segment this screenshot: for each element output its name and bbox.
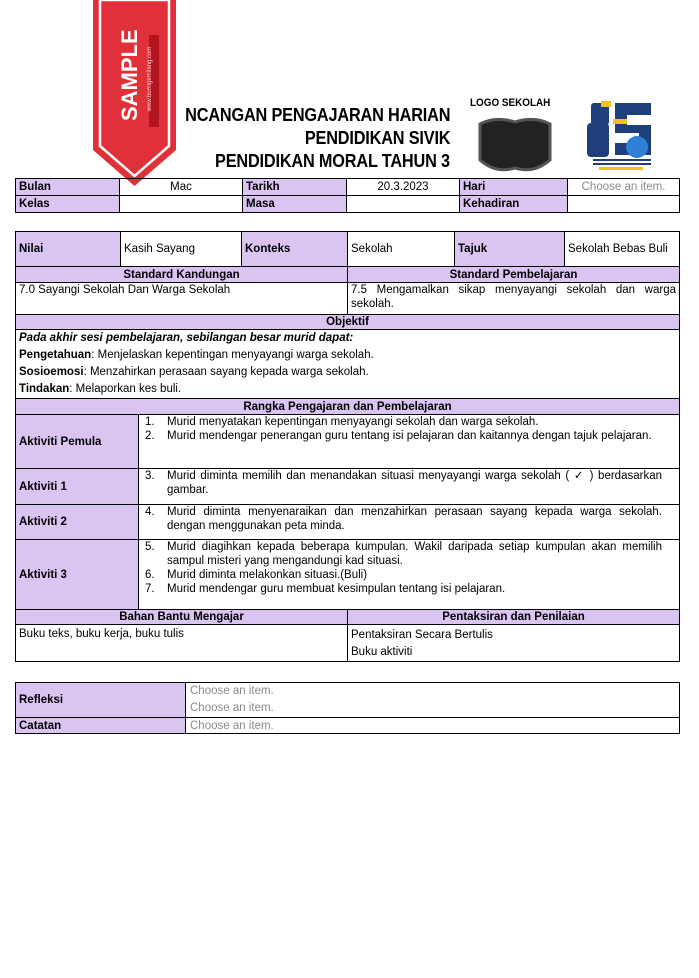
- kehadiran-label: Kehadiran: [460, 196, 568, 213]
- aktiviti-pemula-label: Aktiviti Pemula: [16, 415, 139, 469]
- tarikh-label: Tarikh: [243, 179, 347, 196]
- aktiviti-2-label: Aktiviti 2: [16, 505, 139, 540]
- nilai-label: Nilai: [16, 232, 121, 267]
- standard-pembelajaran-value: 7.5 Mengamalkan sikap menyayangi sekolah dan warga sekolah.: [348, 283, 680, 315]
- ministry-logo: [585, 97, 657, 180]
- hari-label: Hari: [460, 179, 568, 196]
- bbm-value: Buku teks, buku kerja, buku tulis: [16, 625, 348, 662]
- tindakan-value: : Melaporkan kes buli.: [69, 383, 182, 395]
- nilai-value: Kasih Sayang: [121, 232, 242, 267]
- aktiviti-1-steps: [139, 469, 680, 505]
- list-item: 6. Murid diminta melakonkan situasi.(Buli): [145, 569, 368, 581]
- kelas-label: Kelas: [16, 196, 120, 213]
- objektif-header: Objektif: [16, 315, 680, 330]
- bbm-header: Bahan Bantu Mengajar: [16, 610, 348, 625]
- list-item: 7. Murid mendengar guru membuat kesimpulan tentang isi pelajaran.: [145, 583, 506, 595]
- catatan-dropdown[interactable]: Choose an item.: [186, 718, 680, 734]
- aktiviti-1-label: Aktiviti 1: [16, 469, 139, 505]
- main-table: [15, 231, 680, 662]
- aktiviti-3-steps: [139, 540, 680, 610]
- bulan-label: Bulan: [16, 179, 120, 196]
- refleksi-dropdowns: [186, 683, 680, 718]
- konteks-label: Konteks: [242, 232, 348, 267]
- refleksi-label: Refleksi: [16, 683, 186, 718]
- kelas-value[interactable]: [120, 196, 243, 213]
- pentaksiran-header: Pentaksiran dan Penilaian: [348, 610, 680, 625]
- tindakan-label: Tindakan: [19, 383, 70, 395]
- rangka-header: Rangka Pengajaran dan Pembelajaran: [16, 399, 680, 415]
- pengetahuan-value: : Menjelaskan kepentingan menyayangi warga sekolah.: [91, 349, 374, 361]
- tajuk-label: Tajuk: [455, 232, 565, 267]
- refleksi-dropdown-2[interactable]: Choose an item.: [190, 702, 274, 714]
- standard-kandungan-header: Standard Kandungan: [16, 267, 348, 283]
- sosioemosi-value: : Menzahirkan perasaan sayang kepada warga sekolah.: [83, 366, 369, 378]
- standard-kandungan-value: 7.0 Sayangi Sekolah Dan Warga Sekolah: [16, 283, 348, 315]
- pengetahuan-label: Pengetahuan: [19, 349, 92, 361]
- aktiviti-pemula-steps: [139, 415, 680, 469]
- sosioemosi-label: Sosioemosi: [19, 366, 84, 378]
- aktiviti-2-steps: [139, 505, 680, 540]
- title-line-1: NCANGAN PENGAJARAN HARIAN: [184, 104, 450, 125]
- title-line-3: PENDIDIKAN MORAL TAHUN 3: [215, 150, 450, 171]
- list-item: 3. Murid diminta memilih dan menandakan situasi menyayangi warga sekolah ( ✓ ) berdasarkan gambar.: [145, 470, 662, 496]
- tarikh-value[interactable]: 20.3.2023: [347, 179, 460, 196]
- footer-table: [15, 682, 680, 734]
- list-item: 2. Murid mendengar penerangan guru tentang isi pelajaran dan kaitannya dengan tajuk pelajaran.: [145, 430, 652, 442]
- info-table: [15, 178, 680, 213]
- tajuk-value: Sekolah Bebas Buli: [565, 232, 680, 267]
- school-logo-shield: [476, 116, 554, 179]
- refleksi-dropdown-1[interactable]: Choose an item.: [190, 685, 274, 697]
- list-item: 5. Murid diagihkan kepada beberapa kumpulan. Wakil daripada setiap kumpulan akan memilih sampul misteri yang mengandungi kad situasi.: [145, 541, 662, 567]
- sample-text: SAMPLE: [117, 29, 142, 121]
- logo-label: LOGO SEKOLAH: [470, 97, 551, 109]
- standard-pembelajaran-header: Standard Pembelajaran: [348, 267, 680, 283]
- masa-label: Masa: [243, 196, 347, 213]
- objektif-intro: Pada akhir sesi pembelajaran, sebilangan besar murid dapat:: [19, 332, 354, 344]
- title-line-2: PENDIDIKAN SIVIK: [304, 127, 450, 148]
- konteks-value: Sekolah: [348, 232, 455, 267]
- objektif-body: [16, 330, 680, 399]
- list-item: 1. Murid menyatakan kepentingan menyayangi sekolah dan warga sekolah.: [145, 416, 539, 428]
- pentaksiran-line-1: Pentaksiran Secara Bertulis: [351, 629, 493, 641]
- sample-watermark: [93, 0, 176, 186]
- sample-url: www.bumigemilang.com: [147, 46, 153, 112]
- pentaksiran-value: [348, 625, 680, 662]
- aktiviti-3-label: Aktiviti 3: [16, 540, 139, 610]
- hari-dropdown[interactable]: Choose an item.: [568, 179, 680, 196]
- catatan-label: Catatan: [16, 718, 186, 734]
- masa-value[interactable]: [347, 196, 460, 213]
- bulan-value[interactable]: Mac: [120, 179, 243, 196]
- list-item: 4. Murid diminta menyenaraikan dan menzahirkan perasaan sayang kepada warga sekolah. dengan menggunakan peta minda.: [145, 506, 662, 532]
- kehadiran-value[interactable]: [568, 196, 680, 213]
- pentaksiran-line-2: Buku aktiviti: [351, 646, 413, 658]
